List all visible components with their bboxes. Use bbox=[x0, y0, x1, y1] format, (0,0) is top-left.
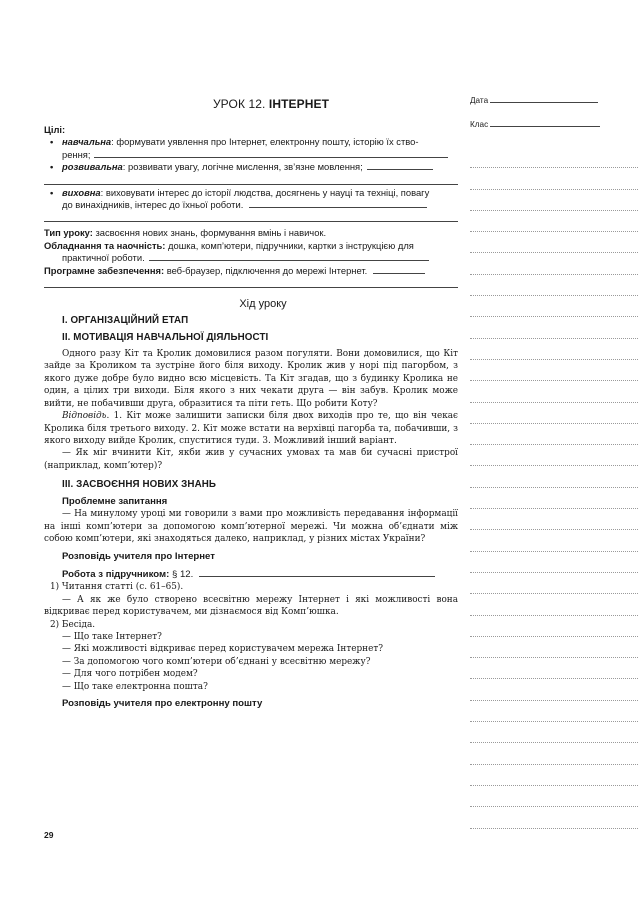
class-label: Клас bbox=[470, 120, 489, 129]
blank-line bbox=[149, 252, 429, 261]
note-line bbox=[470, 573, 638, 594]
note-line bbox=[470, 786, 638, 807]
software bbox=[44, 265, 458, 277]
discussion-item: 2) Бесіда. bbox=[50, 619, 96, 630]
bullet-dot: • bbox=[50, 186, 54, 198]
course-title: Хід уроку bbox=[239, 298, 287, 311]
blank-line bbox=[94, 149, 448, 158]
blank-line bbox=[44, 211, 458, 222]
note-line bbox=[470, 275, 638, 296]
note-line bbox=[470, 743, 638, 764]
lesson-prefix: УРОК 12. bbox=[212, 97, 266, 111]
blank-line bbox=[44, 277, 458, 288]
note-line bbox=[470, 403, 638, 424]
discussion-q4: — Для чого потрібен модем? bbox=[62, 669, 198, 680]
bullet-dot: • bbox=[50, 136, 54, 148]
goal-upbringing bbox=[44, 187, 458, 212]
note-line bbox=[470, 190, 638, 211]
lesson-content bbox=[44, 94, 458, 710]
textbook-label: Робота з підручником: bbox=[62, 569, 170, 581]
goal-cont: рення; bbox=[62, 148, 91, 160]
note-line bbox=[470, 679, 638, 700]
date-field bbox=[470, 96, 608, 110]
teacher-email-title: Розповідь учителя про електронну пошту bbox=[62, 698, 263, 709]
note-line bbox=[470, 253, 638, 274]
note-line bbox=[470, 381, 638, 402]
reading-item: 1) Читання статті (с. 61–65). bbox=[50, 582, 184, 593]
motivation-text bbox=[44, 348, 458, 472]
blank-line bbox=[44, 174, 458, 185]
goal-kind: навчальна bbox=[62, 136, 112, 148]
date-label: Дата bbox=[470, 96, 489, 105]
blank-line bbox=[367, 161, 433, 170]
note-line bbox=[470, 765, 638, 786]
problem-title: Проблемне запитання bbox=[62, 496, 168, 508]
bullet-dot: • bbox=[50, 161, 54, 173]
story-paragraph: Одного разу Кіт та Кролик домовилися разом погуляти. Вони домовилися, що Кіт зайде за Кроликом та зустріне його біля виходу. Кролик жив у норі під пагорбом, з якого дуже добре було видно всю місцевість. Та Кіт згадав, що з будинку Кролика не один, а цілих три виходи. Біля якого з них чекати друга — він забув. Кролик може вийти, не побачивши друга, образитися та піти геть. Що робити Коту? bbox=[44, 349, 458, 409]
note-line bbox=[470, 317, 638, 338]
software-text: веб-браузер, підключення до мережі Інтернет. bbox=[164, 264, 368, 276]
problem-text: — На минулому уроці ми говорили з вами про можливість передавання інформації на інші комп’ютери за допомогою комп’ютерної мережі. Чи можна об’єднати між собою комп’ютери, які знаходяться далеко, наприклад, у різних містах України? bbox=[44, 509, 458, 544]
problem-text-block bbox=[44, 508, 458, 545]
note-line bbox=[470, 466, 638, 487]
discussion-q2: — Які можливості відкриває перед користувачем мережа Інтернет? bbox=[62, 644, 384, 655]
note-line bbox=[470, 147, 638, 168]
note-line bbox=[470, 530, 638, 551]
note-line bbox=[470, 722, 638, 743]
note-line bbox=[470, 488, 638, 509]
answer-text: . 1. Кіт може залишити записки біля двох виходів про те, що він чекає Кролика біля третього виходу. 2. Кіт може встати на верхівці пагорба та, побачивши, з якого виходу вийде Кролик, спуститися туди. 3. Можливий інший варіант. bbox=[44, 411, 458, 446]
note-line bbox=[470, 637, 638, 658]
textbook-work bbox=[62, 568, 458, 581]
note-line bbox=[470, 424, 638, 445]
discussion-q1: — Що таке Інтернет? bbox=[62, 631, 162, 642]
answer-paragraph bbox=[44, 410, 458, 447]
goal-kind: розвивальна bbox=[62, 161, 123, 173]
reading-block bbox=[44, 581, 458, 693]
lesson-type-text: засвоєння нових знань, формування вмінь і навичок. bbox=[92, 227, 327, 239]
teacher-internet-title: Розповідь учителя про Інтернет bbox=[62, 551, 215, 563]
goal-cont: до винахідників, інтерес до їхньої роботи. bbox=[62, 199, 244, 211]
textbook-ref: § 12. bbox=[169, 569, 194, 581]
note-line bbox=[470, 339, 638, 360]
discussion-q5: — Що таке електронна пошта? bbox=[62, 681, 208, 692]
note-line bbox=[470, 594, 638, 615]
note-line bbox=[470, 168, 638, 189]
note-line bbox=[470, 616, 638, 637]
equipment-cont: практичної роботи. bbox=[62, 252, 145, 264]
note-line bbox=[470, 211, 638, 232]
page-number: 29 bbox=[44, 830, 54, 840]
note-line bbox=[470, 807, 638, 828]
goal-kind: виховна bbox=[62, 186, 101, 198]
lesson-type-label: Тип уроку: bbox=[44, 227, 93, 239]
software-label: Програмне забезпечення: bbox=[44, 264, 165, 276]
question-paragraph: — Як міг вчинити Кіт, якби жив у сучасних умовах та мав би сучасні пристрої (наприклад, комп’ютер)? bbox=[44, 448, 458, 471]
date-blank bbox=[490, 102, 598, 103]
discussion-q3: — За допомогою чого комп’ютери об’єднані у всесвітню мережу? bbox=[62, 656, 371, 667]
equipment-text: дошка, комп’ютери, підручники, картки з інструкцією для bbox=[165, 239, 414, 251]
goals-label: Цілі: bbox=[44, 124, 66, 135]
goal-developmental bbox=[44, 161, 458, 173]
lesson-topic: ІНТЕРНЕТ bbox=[268, 97, 330, 111]
note-line bbox=[470, 552, 638, 573]
note-line bbox=[470, 509, 638, 530]
note-line bbox=[470, 360, 638, 381]
section-new-knowledge: III. ЗАСВОЄННЯ НОВИХ ЗНАНЬ bbox=[62, 479, 217, 491]
blank-line bbox=[373, 265, 425, 274]
equipment bbox=[44, 240, 458, 265]
section-organizational: I. ОРГАНІЗАЦІЙНИЙ ЕТАП bbox=[62, 315, 189, 327]
blank-line bbox=[199, 568, 435, 577]
blank-line bbox=[249, 199, 427, 208]
goal-educational bbox=[44, 136, 458, 161]
note-line bbox=[470, 658, 638, 679]
section-motivation: II. МОТИВАЦІЯ НАВЧАЛЬНОЇ ДІЯЛЬНОСТІ bbox=[62, 332, 269, 344]
lesson-type bbox=[44, 227, 458, 239]
class-blank bbox=[490, 126, 600, 127]
class-field bbox=[470, 120, 608, 134]
note-line bbox=[470, 701, 638, 722]
lesson-title bbox=[84, 94, 458, 114]
note-line bbox=[470, 445, 638, 466]
goal-text: : виховувати інтерес до історії людства, досягнень у науці та техніці, повагу bbox=[100, 186, 430, 198]
goal-text: : формувати уявлення про Інтернет, електронну пошту, історію їх ство- bbox=[111, 136, 419, 148]
equipment-label: Обладнання та наочність: bbox=[44, 239, 166, 251]
margin-fields bbox=[470, 96, 608, 144]
goal-text: : розвивати увагу, логічне мислення, зв’язне мовлення; bbox=[122, 161, 363, 173]
answer-label: Відповідь bbox=[62, 411, 107, 422]
note-line bbox=[470, 296, 638, 317]
note-lines bbox=[470, 147, 638, 829]
reading-text: — А як же було створено всесвітню мережу Інтернет і які можливості вона відкриває перед користувачем, ми дізнаємося від Комп’юшка. bbox=[44, 594, 458, 618]
note-line bbox=[470, 232, 638, 253]
